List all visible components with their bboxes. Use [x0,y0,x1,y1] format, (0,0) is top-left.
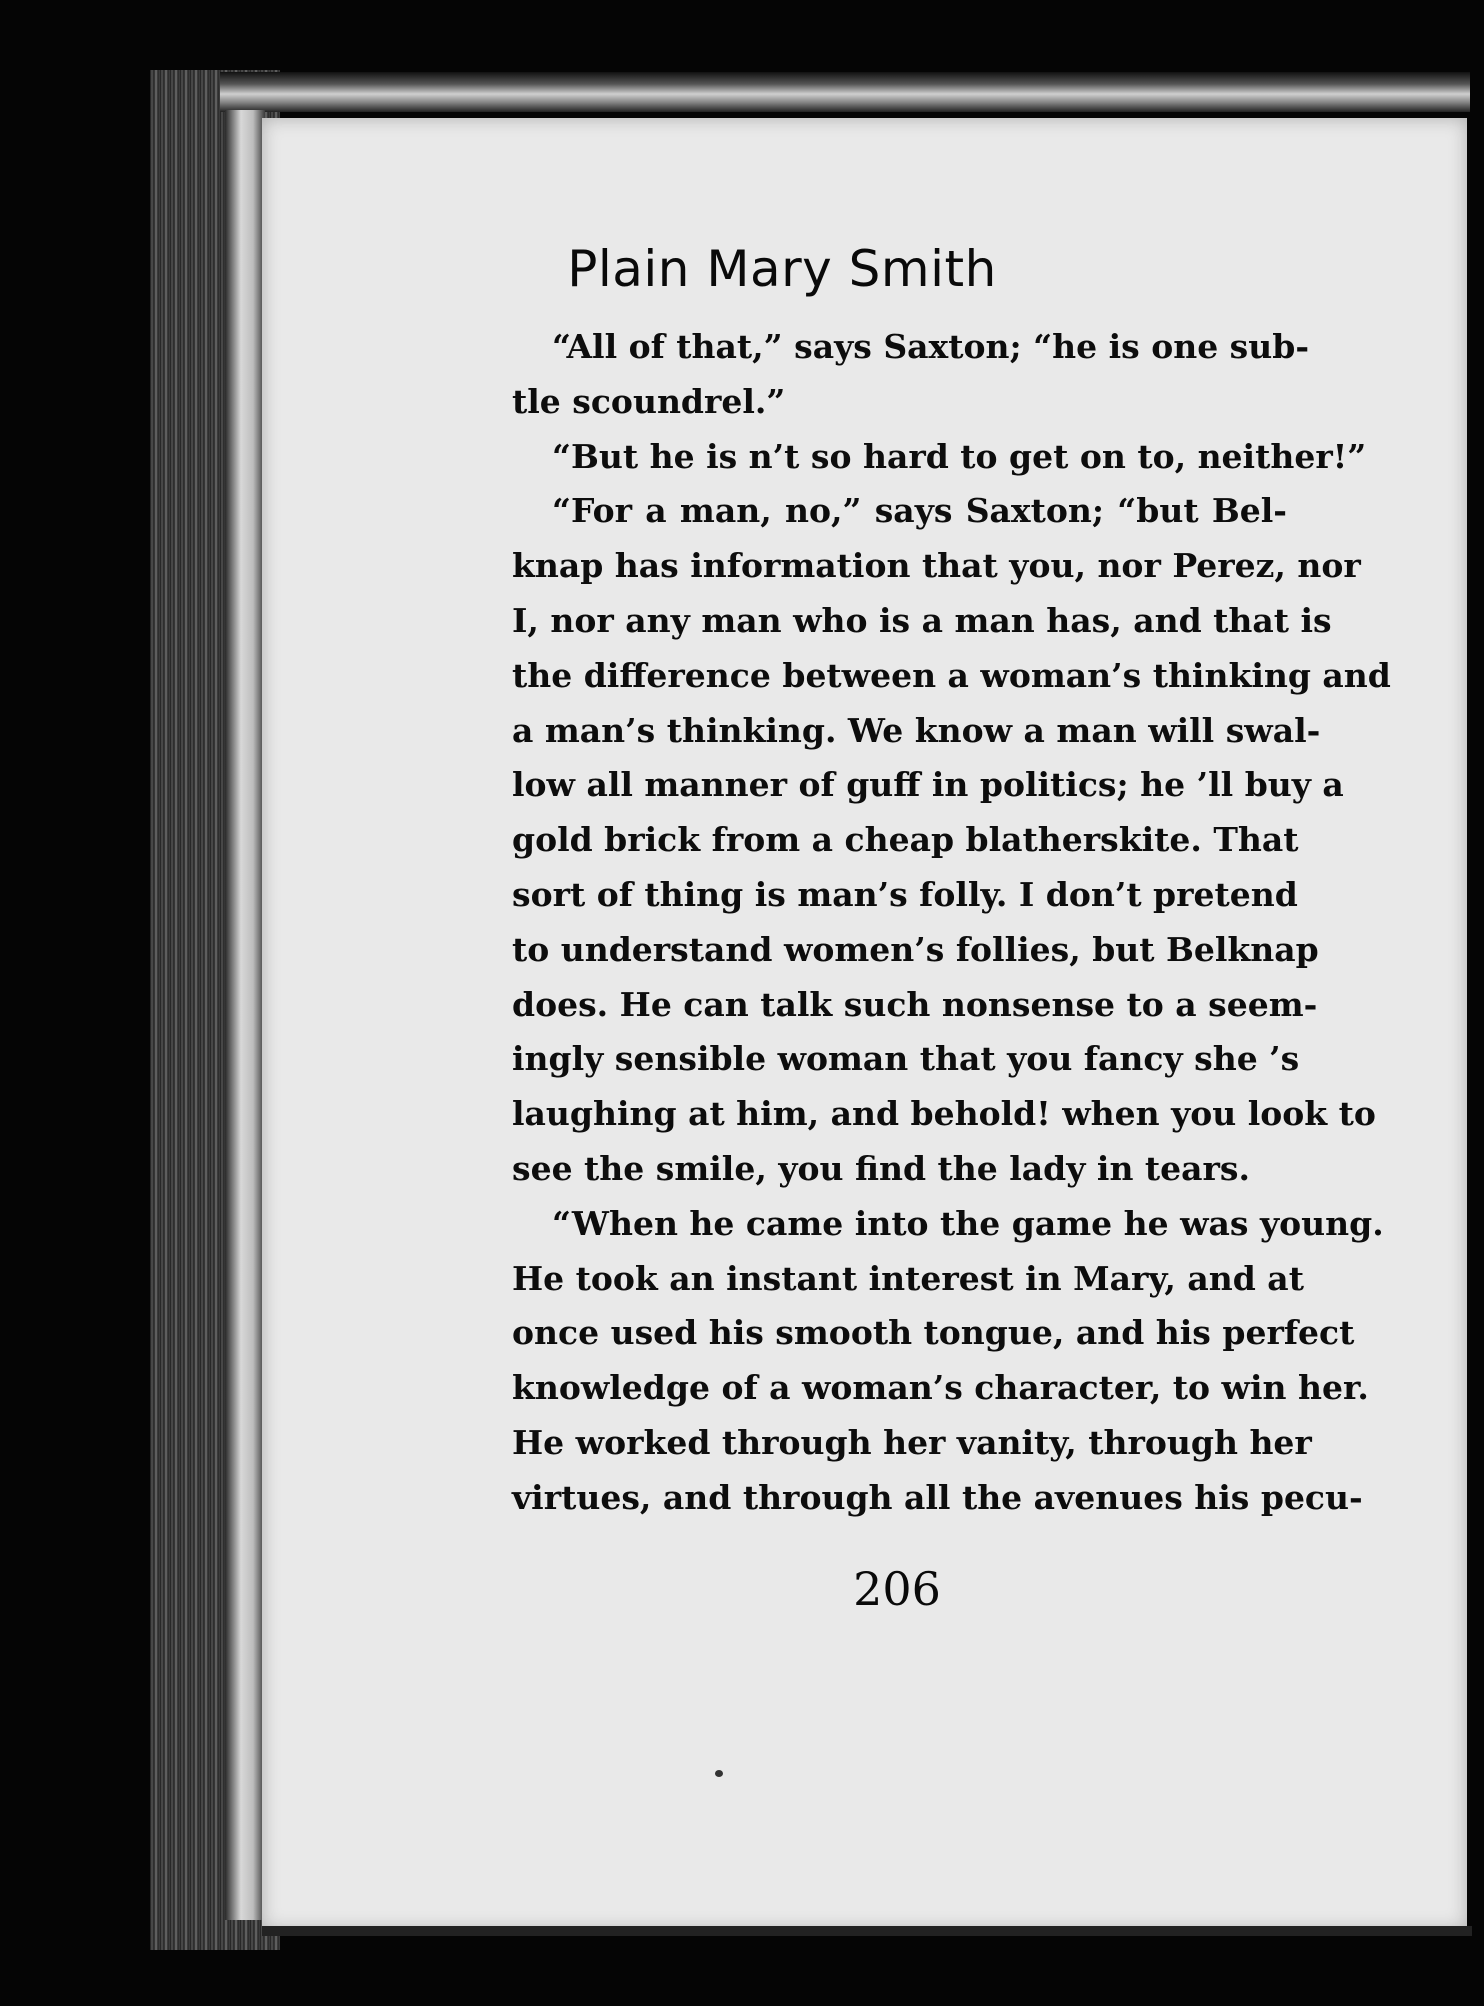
text-line: I, nor any man who is a man has, and that is [512,600,1332,640]
text-line: ingly sensible woman that you fancy she ’s [512,1039,1300,1079]
body-text [512,320,1391,1526]
text-line: see the smile, you find the lady in tears. [512,1148,1251,1188]
text-line: gold brick from a cheap blatherskite. That [512,820,1299,860]
text-line: knap has information that you, nor Perez, nor [512,546,1361,586]
text-line: laughing at him, and behold! when you look to [512,1094,1376,1134]
text-line: once used his smooth tongue, and his perfect [512,1313,1355,1353]
binding-gutter [225,110,265,1920]
top-page-edge [220,72,1470,112]
text-line: knowledge of a woman’s character, to win her. [512,1368,1369,1408]
text-line: “All of that,” says Saxton; “he is one sub- [552,327,1310,366]
text-line: He took an instant interest in Mary, and at [512,1258,1304,1298]
text-line: does. He can talk such nonsense to a seem- [512,984,1318,1024]
bottom-page-edge [262,1926,1472,1936]
text-line: a man’s thinking. We know a man will swal- [512,710,1321,750]
text-line: tle scoundrel.” [512,381,786,421]
text-line: sort of thing is man’s folly. I don’t pretend [512,874,1298,914]
running-head: Plain Mary Smith [567,240,997,298]
text-line: the difference between a woman’s thinking and [512,655,1391,695]
text-line: to understand women’s follies, but Belknap [512,929,1319,969]
text-line: low all manner of guff in politics; he ’ll buy a [512,765,1344,805]
text-line: virtues, and through all the avenues his pecu- [512,1477,1363,1517]
text-line: He worked through her vanity, through her [512,1422,1312,1462]
paper-speck [715,1770,723,1777]
text-line: “But he is n’t so hard to get on to, neither!” [552,436,1367,476]
page-number: 206 [853,1562,941,1616]
text-line: “When he came into the game he was young. [552,1203,1384,1243]
text-line: “For a man, no,” says Saxton; “but Bel- [552,491,1287,531]
